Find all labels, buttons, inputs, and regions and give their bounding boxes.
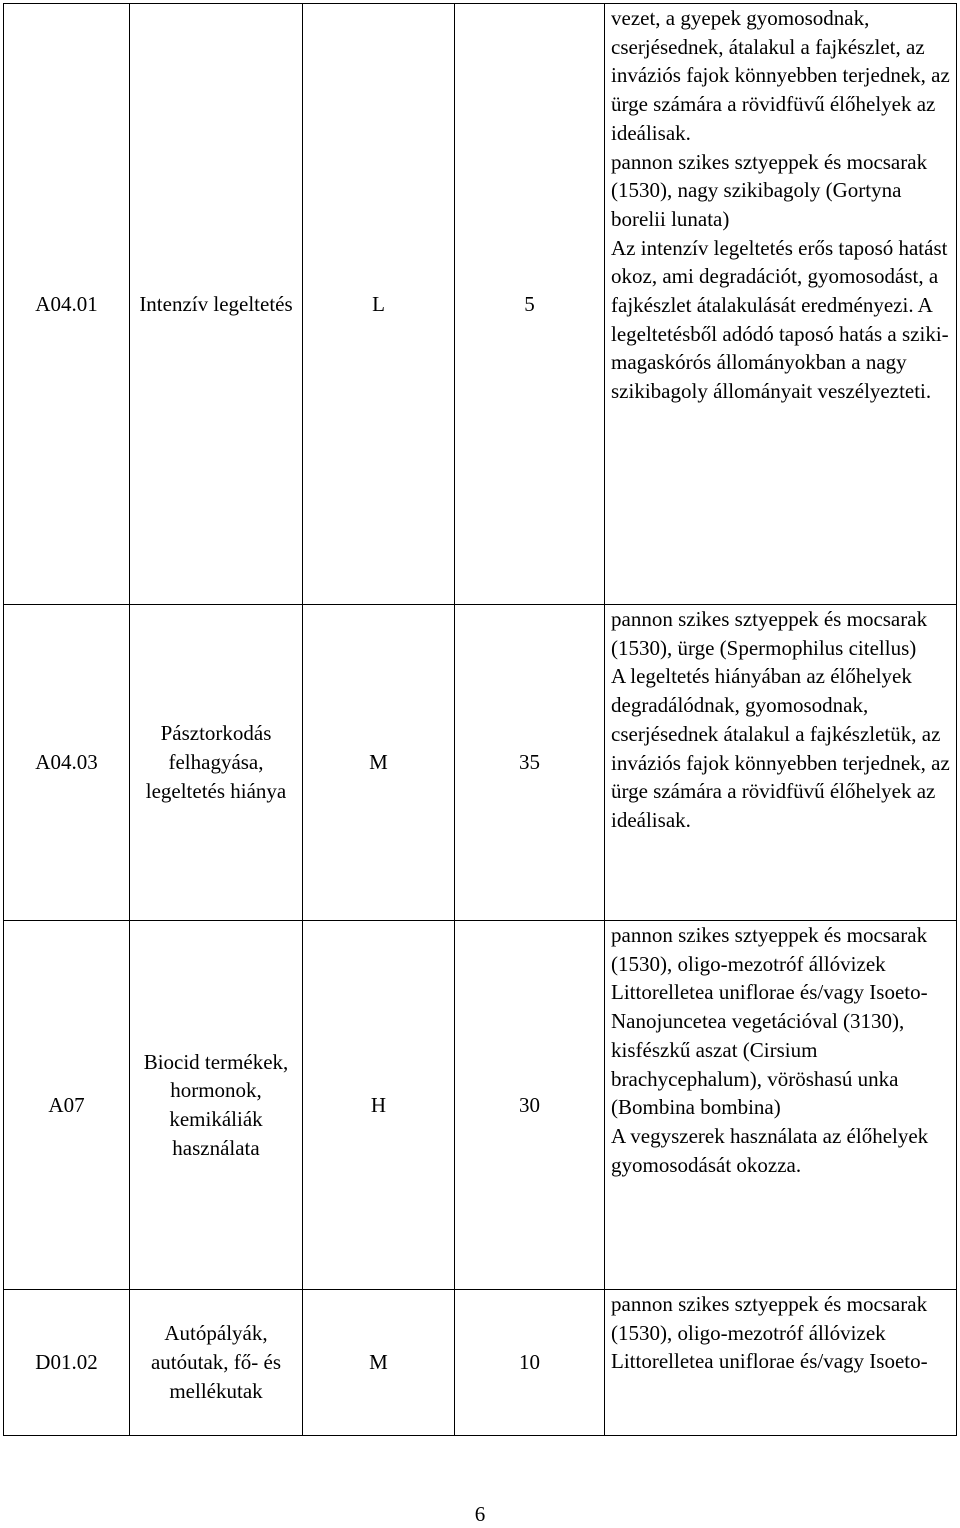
- impact-level: H: [303, 921, 455, 1290]
- impact-score: 30: [455, 921, 605, 1290]
- description-cell: [605, 921, 957, 1290]
- description-paragraph: Az intenzív legeltetés erős taposó hatást okoz, ami degradációt, gyomosodást, a fajkészlet átalakulását eredményezi. A legeltetésből adódó taposó hatás a sziki-magaskórós állományokban a nagy szikibagoly állományait veszélyezteti.: [611, 235, 949, 404]
- threat-name: Biocid termékek, hormonok, kemikáliák használata: [143, 1049, 289, 1160]
- table-row: [4, 1290, 957, 1436]
- description-cell: [605, 4, 957, 605]
- affected-habitats-species: pannon szikes sztyeppek és mocsarak (1530), ürge (Spermophilus citellus): [611, 607, 928, 660]
- impact-level: M: [303, 1290, 455, 1436]
- affected-habitats-species: pannon szikes sztyeppek és mocsarak (1530), nagy szikibagoly (Gortyna borelii lunata): [611, 149, 928, 231]
- impact-level: L: [303, 4, 455, 605]
- threat-name: Intenzív legeltetés: [139, 291, 293, 316]
- description-paragraph: A vegyszerek használata az élőhelyek gyomosodását okozza.: [611, 1123, 929, 1177]
- threat-code: A07: [4, 921, 130, 1290]
- threat-name: Pásztorkodás felhagyása, legeltetés hiánya: [145, 721, 287, 803]
- table-row: [4, 921, 957, 1290]
- impact-score: 5: [455, 4, 605, 605]
- impact-level: M: [303, 605, 455, 921]
- threat-name-cell: [130, 4, 303, 605]
- threat-name-cell: [130, 605, 303, 921]
- page-number: 6: [474, 1502, 486, 1526]
- threat-name-cell: [130, 921, 303, 1290]
- threat-code: A04.03: [4, 605, 130, 921]
- threat-name-cell: [130, 1290, 303, 1436]
- affected-habitats-species: pannon szikes sztyeppek és mocsarak (1530), oligo-mezotróf állóvizek Littorelletea uniflorae és/vagy Isoeto-Nanojuncetea vegetációval (3130), kisfészkű aszat (Cirsium brachycephalum), vöröshasú unka (Bombina bombina): [611, 923, 928, 1120]
- impact-score: 35: [455, 605, 605, 921]
- table-row: [4, 605, 957, 921]
- impact-score: 10: [455, 1290, 605, 1436]
- threat-code: A04.01: [4, 4, 130, 605]
- threat-name: Autópályák, autóutak, fő- és mellékutak: [150, 1321, 282, 1403]
- description-paragraph: vezet, a gyepek gyomosodnak, cserjésednek, átalakul a fajkészlet, az inváziós fajok könnyebben terjednek, az ürge számára a rövidfüvű élőhelyek az ideálisak.: [611, 6, 950, 145]
- description-cell: [605, 605, 957, 921]
- description-paragraph: A legeltetés hiányában az élőhelyek degradálódnak, gyomosodnak, cserjésednek átalakul a fajkészletük, az inváziós fajok könnyebben terjednek, az ürge számára a rövidfüvű élőhelyek az ideálisak.: [611, 664, 950, 832]
- table-row: [4, 4, 957, 605]
- threats-table: [3, 3, 957, 1436]
- threat-code: D01.02: [4, 1290, 130, 1436]
- affected-habitats-species: pannon szikes sztyeppek és mocsarak (1530), oligo-mezotróf állóvizek Littorelletea uniflorae és/vagy Isoeto-: [611, 1292, 928, 1374]
- description-cell: [605, 1290, 957, 1436]
